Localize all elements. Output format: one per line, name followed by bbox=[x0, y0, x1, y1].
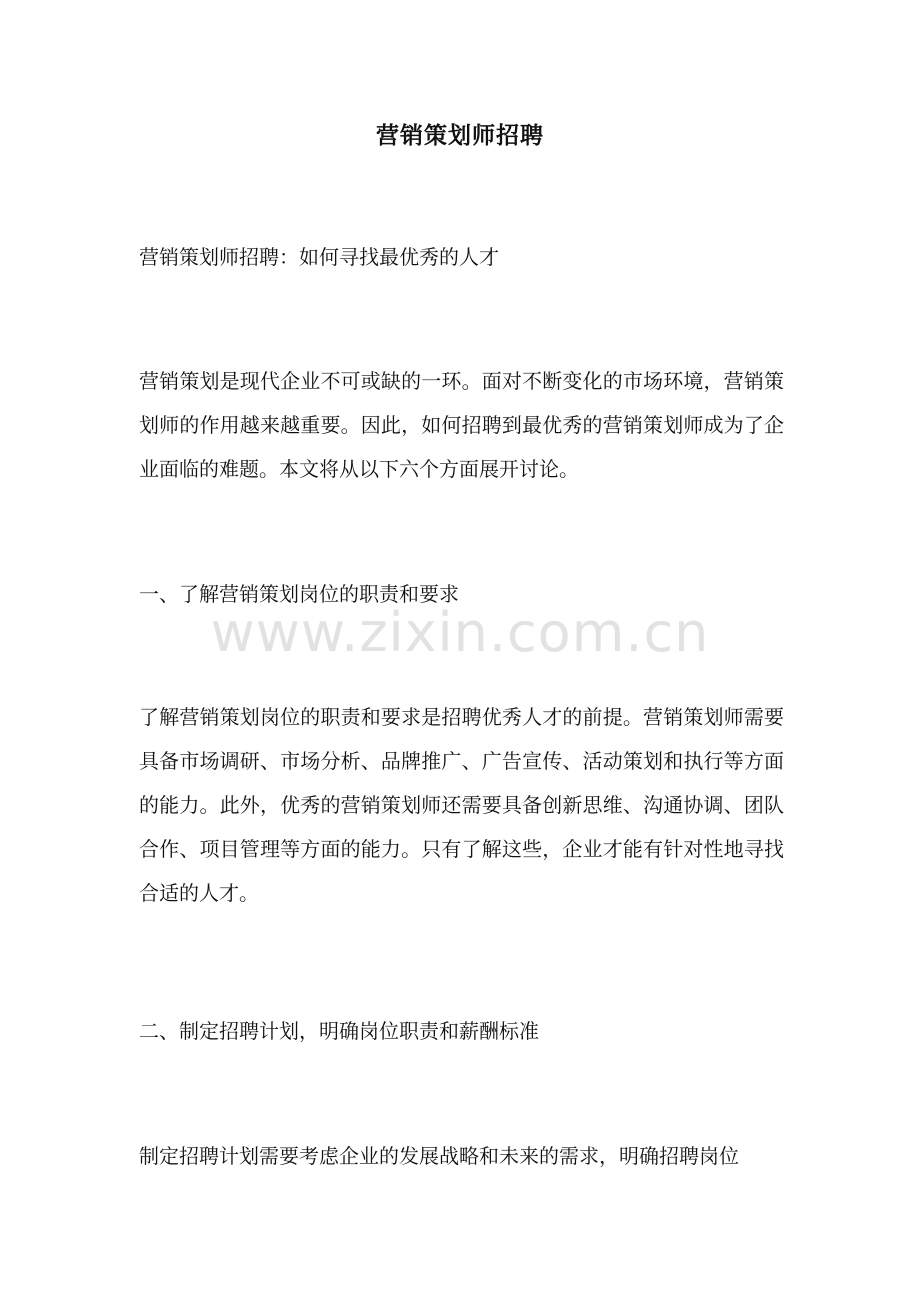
document-subtitle: 营销策划师招聘：如何寻找最优秀的人才 bbox=[139, 245, 499, 269]
section-paragraph-2: 制定招聘计划需要考虑企业的发展战略和未来的需求，明确招聘岗位 bbox=[139, 1144, 739, 1168]
intro-paragraph: 营销策划是现代企业不可或缺的一环。面对不断变化的市场环境，营销策划师的作用越来越重要。因此，如何招聘到最优秀的营销策划师成为了企业面临的难题。本文将从以下六个方面展开讨论。 bbox=[139, 369, 784, 481]
section-paragraph-1: 了解营销策划岗位的职责和要求是招聘优秀人才的前提。营销策划师需要具备市场调研、市场分析、品牌推广、广告宣传、活动策划和执行等方面的能力。此外，优秀的营销策划师还需要具备创新思维、沟通协调、团队合作、项目管理等方面的能力。只有了解这些，企业才能有针对性地寻找合适的人才。 bbox=[139, 705, 784, 905]
document-title: 营销策划师招聘 bbox=[376, 123, 544, 149]
section-heading-1: 一、了解营销策划岗位的职责和要求 bbox=[139, 582, 459, 606]
section-heading-2: 二、制定招聘计划，明确岗位职责和薪酬标准 bbox=[139, 1019, 539, 1043]
watermark: www.zixin.com.cn bbox=[210, 601, 710, 664]
